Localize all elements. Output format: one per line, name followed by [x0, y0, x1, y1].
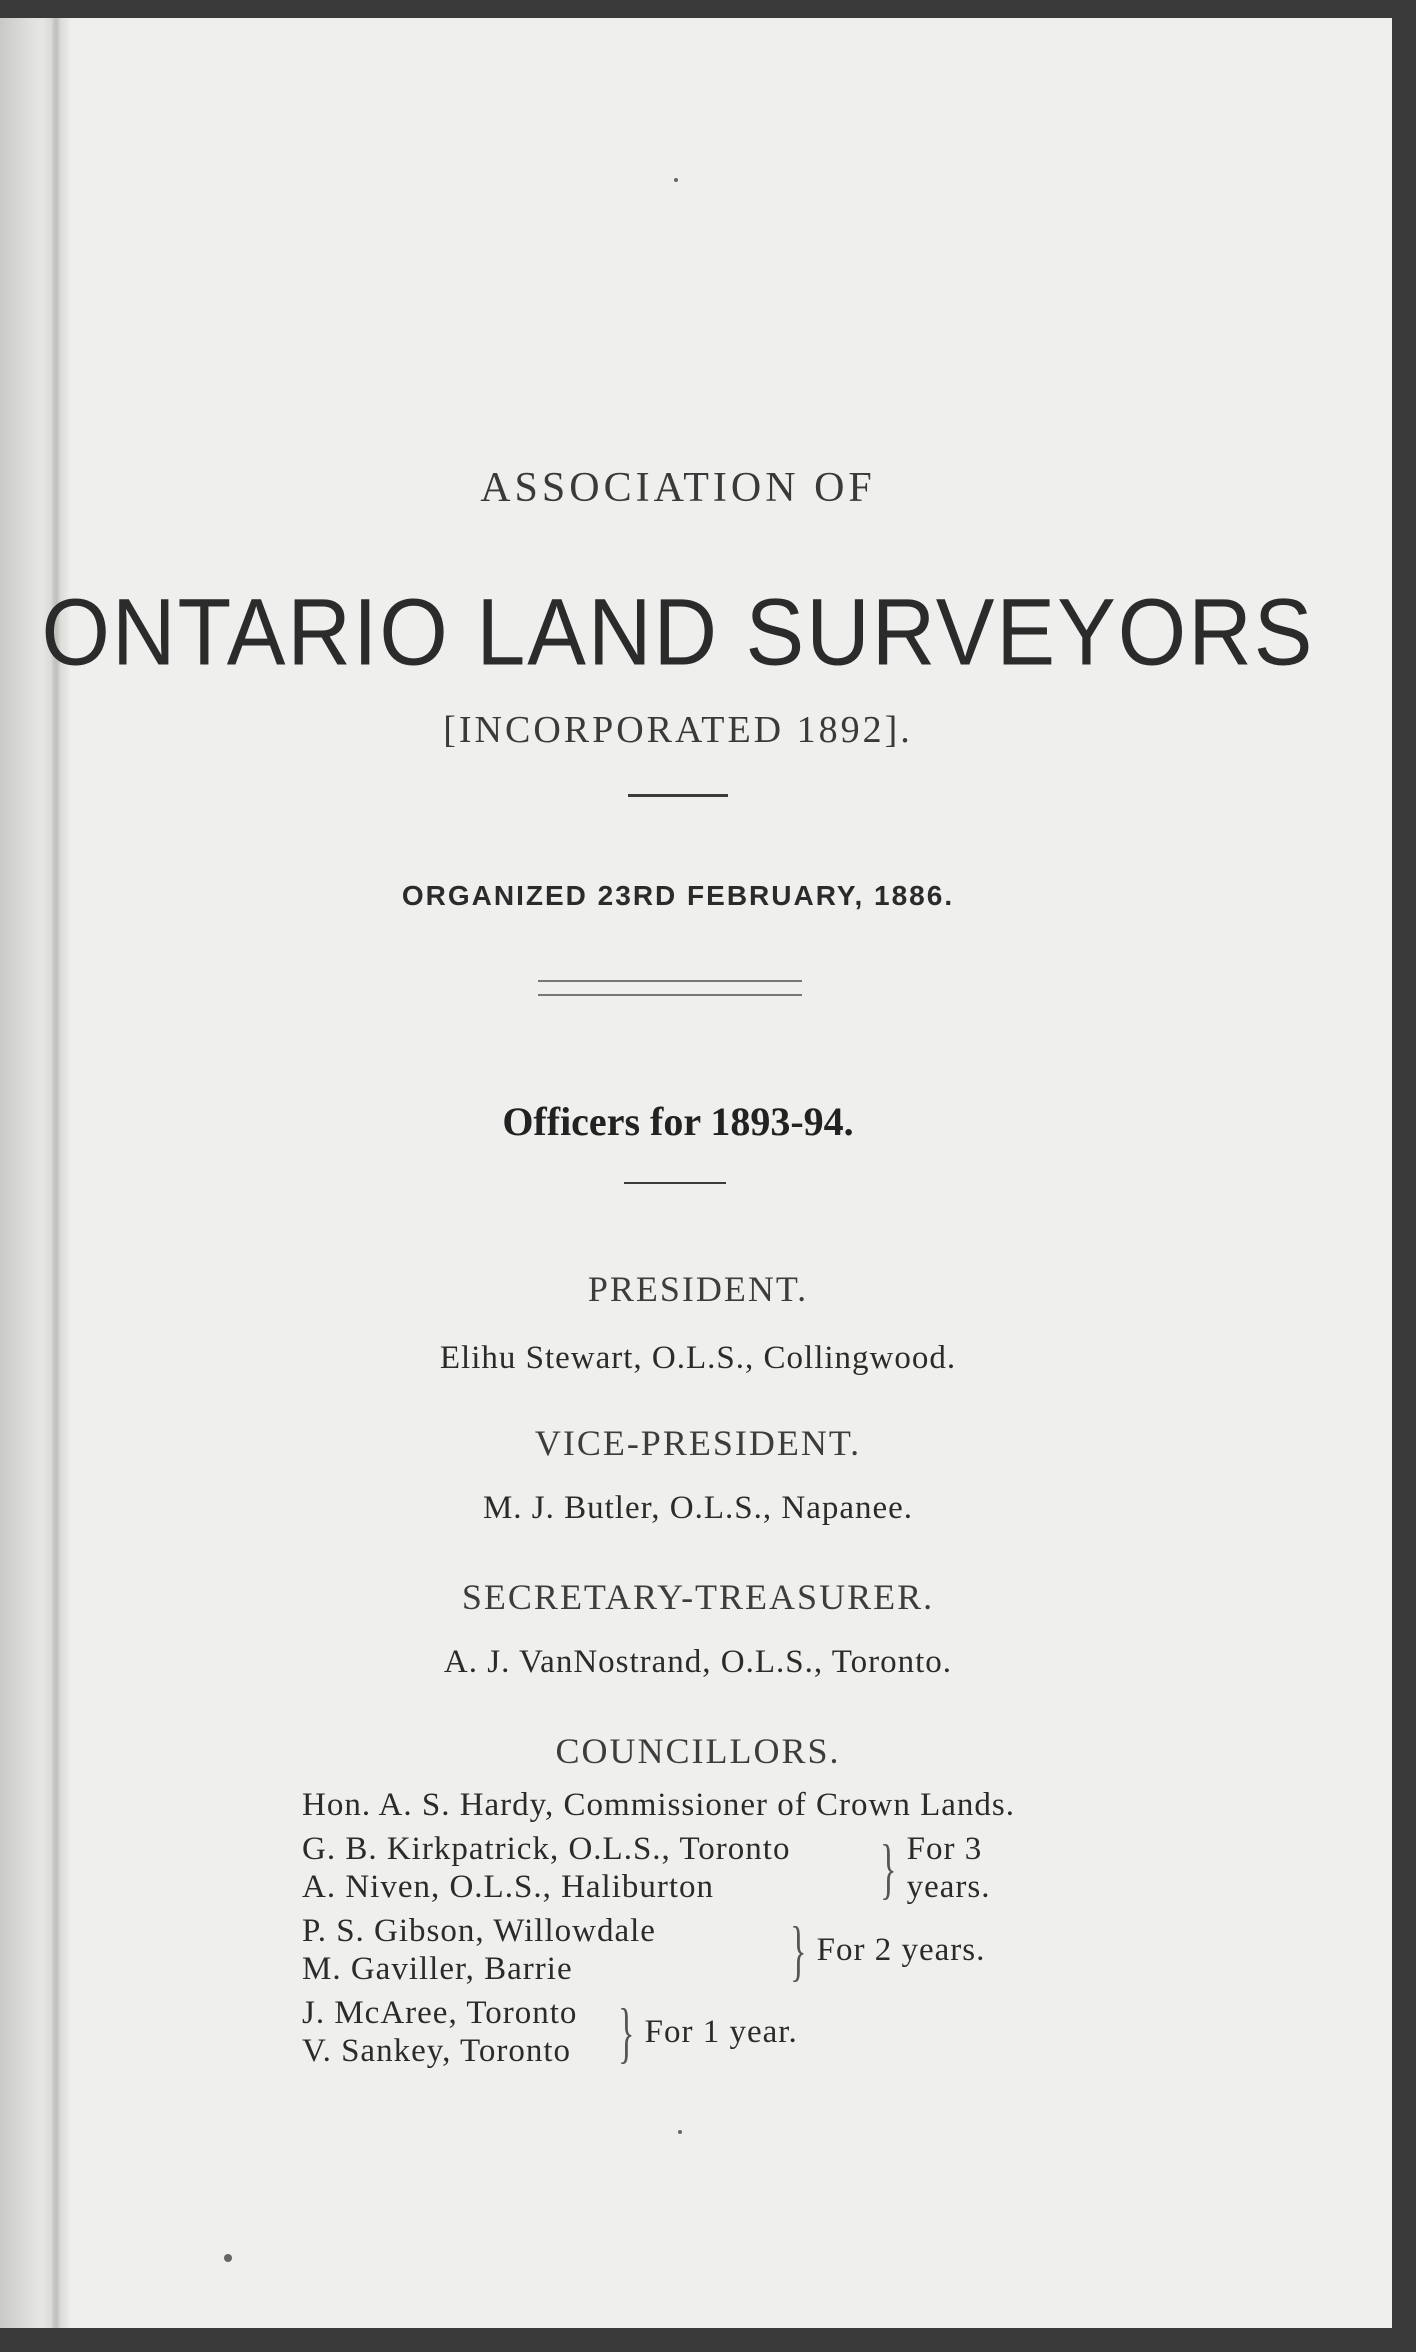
secretary-treasurer-heading: SECRETARY-TREASURER.	[461, 1577, 935, 1617]
incorporation-note: [INCORPORATED 1892].	[443, 709, 913, 751]
term-label: For 1 year.	[644, 2014, 798, 2050]
brace-icon: }	[618, 1994, 635, 2070]
paper-speck	[678, 2130, 682, 2134]
councillor-group-1-year	[302, 1994, 1015, 2070]
councillor-group-2-years	[302, 1912, 1015, 1988]
organized-date: ORGANIZED 23RD FEBRUARY, 1886.	[401, 880, 955, 911]
brace-icon: }	[880, 1830, 897, 1906]
councillor-name: M. Gaviller, Barrie	[302, 1951, 573, 1987]
brace-icon: }	[790, 1912, 807, 1988]
document-page	[0, 18, 1392, 2328]
president-heading: PRESIDENT.	[587, 1269, 809, 1309]
secretary-treasurer-name: A. J. VanNostrand, O.L.S., Toronto.	[443, 1644, 953, 1680]
paper-speck	[224, 2254, 232, 2262]
councillor-group-3-years	[302, 1830, 1015, 1906]
paper-speck	[674, 178, 678, 182]
councillors-heading: COUNCILLORS.	[555, 1731, 841, 1771]
councillor-name: V. Sankey, Toronto	[302, 2033, 571, 2069]
organization-title: ONTARIO LAND SURVEYORS	[41, 578, 1315, 685]
group-brace	[610, 1994, 798, 2070]
term-label: For 2 years.	[816, 1932, 986, 1968]
vice-president-heading: VICE-PRESIDENT.	[534, 1423, 862, 1463]
group-brace	[782, 1912, 985, 1988]
group-brace	[872, 1830, 1015, 1906]
councillor-name: A. Niven, O.L.S., Haliburton	[302, 1869, 715, 1905]
double-rule	[538, 980, 802, 996]
councillors-list	[302, 1786, 1015, 2070]
term-label: For 3 years.	[906, 1831, 991, 1905]
president-name: Elihu Stewart, O.L.S., Collingwood.	[439, 1340, 957, 1376]
short-rule-2	[624, 1182, 726, 1184]
association-heading: ASSOCIATION OF	[480, 465, 876, 511]
councillor-name: J. McAree, Toronto	[302, 1995, 578, 2031]
short-rule-1	[628, 794, 728, 797]
councillor-name: G. B. Kirkpatrick, O.L.S., Toronto	[302, 1831, 791, 1867]
page-binding-crease	[52, 18, 60, 2328]
officers-title: Officers for 1893-94.	[502, 1099, 854, 1144]
vice-president-name: M. J. Butler, O.L.S., Napanee.	[482, 1490, 914, 1526]
councillor-ex-officio: Hon. A. S. Hardy, Commissioner of Crown Lands.	[302, 1787, 1015, 1823]
councillor-name: P. S. Gibson, Willowdale	[302, 1913, 656, 1949]
